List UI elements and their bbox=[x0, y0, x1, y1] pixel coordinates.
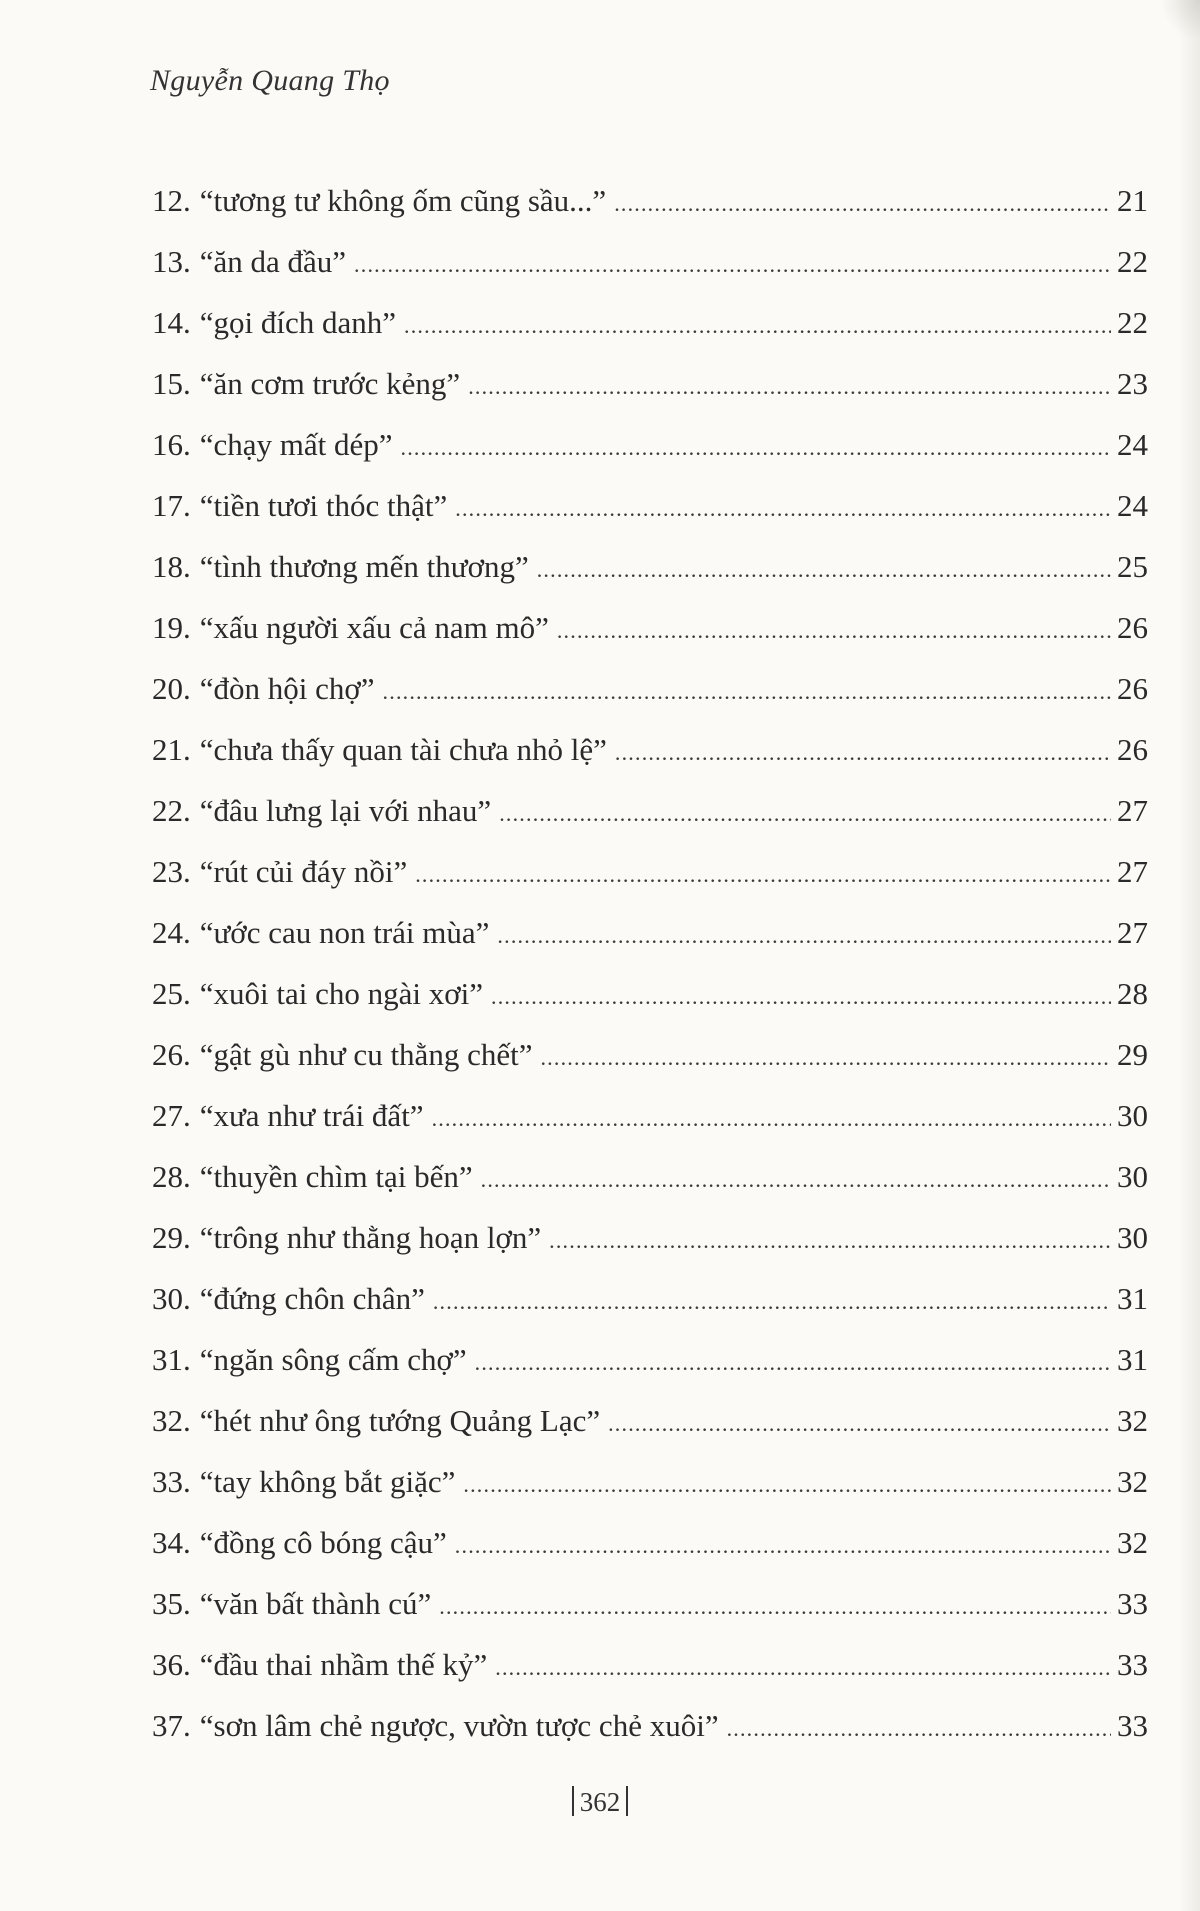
toc-entry bbox=[152, 1634, 1148, 1695]
toc-entry-number: 20. bbox=[152, 671, 191, 706]
toc-entry-title: “chưa thấy quan tài chưa nhỏ lệ” bbox=[199, 732, 607, 767]
toc-entry-number: 27. bbox=[152, 1098, 191, 1133]
toc-dot-leader bbox=[727, 1698, 1111, 1759]
toc-entry-number: 31. bbox=[152, 1342, 191, 1377]
toc-entry-number: 35. bbox=[152, 1586, 191, 1621]
toc-entry-page: 30 bbox=[1117, 1220, 1148, 1255]
toc-entry-title: “ước cau non trái mùa” bbox=[199, 915, 490, 950]
toc-entry-number: 12. bbox=[152, 183, 191, 218]
toc-entry-number: 16. bbox=[152, 427, 191, 462]
toc-dot-leader bbox=[495, 1637, 1111, 1698]
toc-entry bbox=[152, 1390, 1148, 1451]
toc-entry-page: 27 bbox=[1117, 854, 1148, 889]
toc-entry-page: 32 bbox=[1117, 1403, 1148, 1438]
toc-entry-page: 24 bbox=[1117, 427, 1148, 462]
toc-dot-leader bbox=[383, 661, 1111, 722]
toc-entry-number: 24. bbox=[152, 915, 191, 950]
toc-entry bbox=[152, 353, 1148, 414]
toc-entry-number: 28. bbox=[152, 1159, 191, 1194]
toc-entry-title: “đứng chôn chân” bbox=[199, 1281, 425, 1316]
toc-entry-page: 26 bbox=[1117, 610, 1148, 645]
toc-dot-leader bbox=[455, 478, 1111, 539]
toc-entry-number: 18. bbox=[152, 549, 191, 584]
toc-dot-leader bbox=[463, 1454, 1111, 1515]
toc-entry-title: “xưa như trái đất” bbox=[199, 1098, 424, 1133]
toc-entry-page: 33 bbox=[1117, 1708, 1148, 1743]
toc-entry bbox=[152, 1024, 1148, 1085]
toc-entry-number: 14. bbox=[152, 305, 191, 340]
toc-entry-title: “gật gù như cu thằng chết” bbox=[199, 1037, 533, 1072]
toc-entry bbox=[152, 292, 1148, 353]
toc-entry-number: 26. bbox=[152, 1037, 191, 1072]
toc-entry bbox=[152, 414, 1148, 475]
toc-entry-page: 26 bbox=[1117, 732, 1148, 767]
toc-entry-number: 23. bbox=[152, 854, 191, 889]
toc-entry bbox=[152, 597, 1148, 658]
toc-entry bbox=[152, 1207, 1148, 1268]
corner-shadow bbox=[1160, 0, 1200, 40]
toc-dot-leader bbox=[475, 1332, 1111, 1393]
toc-dot-leader bbox=[615, 722, 1111, 783]
toc-entry-title: “ngăn sông cấm chợ” bbox=[199, 1342, 467, 1377]
toc-dot-leader bbox=[540, 1027, 1111, 1088]
toc-dot-leader bbox=[439, 1576, 1111, 1637]
toc-entry bbox=[152, 1451, 1148, 1512]
toc-entry-title: “trông như thằng hoạn lợn” bbox=[199, 1220, 542, 1255]
toc-entry-number: 17. bbox=[152, 488, 191, 523]
toc-entry-page: 28 bbox=[1117, 976, 1148, 1011]
toc-entry-number: 30. bbox=[152, 1281, 191, 1316]
toc-entry bbox=[152, 1085, 1148, 1146]
toc-entry bbox=[152, 1268, 1148, 1329]
toc-entry-page: 23 bbox=[1117, 366, 1148, 401]
toc-dot-leader bbox=[537, 539, 1111, 600]
toc-entry-title: “hét như ông tướng Quảng Lạc” bbox=[199, 1403, 601, 1438]
toc-entry bbox=[152, 841, 1148, 902]
toc-entry-number: 21. bbox=[152, 732, 191, 767]
toc-entry-page: 21 bbox=[1117, 183, 1148, 218]
toc-entry-page: 31 bbox=[1117, 1342, 1148, 1377]
toc-entry-page: 30 bbox=[1117, 1098, 1148, 1133]
toc-dot-leader bbox=[497, 905, 1111, 966]
running-header-author: Nguyễn Quang Thọ bbox=[150, 64, 390, 97]
toc-dot-leader bbox=[499, 783, 1111, 844]
toc-entry-title: “chạy mất dép” bbox=[199, 427, 393, 462]
toc-entry bbox=[152, 1512, 1148, 1573]
toc-entry-page: 27 bbox=[1117, 915, 1148, 950]
toc-entry bbox=[152, 902, 1148, 963]
toc-entry-page: 22 bbox=[1117, 244, 1148, 279]
toc-entry bbox=[152, 1146, 1148, 1207]
toc-entry-number: 15. bbox=[152, 366, 191, 401]
toc-entry bbox=[152, 780, 1148, 841]
toc-dot-leader bbox=[614, 173, 1111, 234]
toc-entry-title: “đầu thai nhầm thế kỷ” bbox=[199, 1647, 488, 1682]
toc-entry-title: “tương tư không ốm cũng sầu...” bbox=[199, 183, 607, 218]
toc-entry bbox=[152, 1573, 1148, 1634]
toc-dot-leader bbox=[468, 356, 1111, 417]
toc-entry bbox=[152, 170, 1148, 231]
toc-entry bbox=[152, 658, 1148, 719]
toc-entry-page: 31 bbox=[1117, 1281, 1148, 1316]
toc-entry-number: 29. bbox=[152, 1220, 191, 1255]
toc-entry bbox=[152, 719, 1148, 780]
toc-entry-number: 34. bbox=[152, 1525, 191, 1560]
toc-entry-number: 33. bbox=[152, 1464, 191, 1499]
table-of-contents bbox=[152, 170, 1148, 1756]
toc-entry-title: “thuyền chìm tại bến” bbox=[199, 1159, 473, 1194]
toc-entry bbox=[152, 1695, 1148, 1756]
toc-dot-leader bbox=[432, 1088, 1111, 1149]
toc-entry-title: “đâu lưng lại với nhau” bbox=[199, 793, 492, 828]
toc-dot-leader bbox=[401, 417, 1111, 478]
toc-dot-leader bbox=[433, 1271, 1111, 1332]
toc-entry-title: “tay không bắt giặc” bbox=[199, 1464, 456, 1499]
toc-entry-title: “đồng cô bóng cậu” bbox=[199, 1525, 447, 1560]
toc-entry-title: “đòn hội chợ” bbox=[199, 671, 375, 706]
page-number: 362 bbox=[579, 1787, 621, 1817]
page-edge-shadow bbox=[1178, 0, 1200, 1911]
toc-entry-page: 26 bbox=[1117, 671, 1148, 706]
toc-dot-leader bbox=[481, 1149, 1111, 1210]
toc-entry-number: 25. bbox=[152, 976, 191, 1011]
toc-entry-page: 33 bbox=[1117, 1647, 1148, 1682]
toc-entry-title: “ăn da đầu” bbox=[199, 244, 347, 279]
toc-entry bbox=[152, 1329, 1148, 1390]
toc-entry bbox=[152, 536, 1148, 597]
toc-entry-page: 25 bbox=[1117, 549, 1148, 584]
toc-entry-title: “văn bất thành cú” bbox=[199, 1586, 432, 1621]
toc-entry-title: “tình thương mến thương” bbox=[199, 549, 529, 584]
toc-entry-page: 27 bbox=[1117, 793, 1148, 828]
toc-entry-page: 30 bbox=[1117, 1159, 1148, 1194]
toc-dot-leader bbox=[608, 1393, 1111, 1454]
toc-dot-leader bbox=[354, 234, 1111, 295]
page-number-footer bbox=[0, 1786, 1200, 1818]
toc-dot-leader bbox=[415, 844, 1111, 905]
toc-entry-number: 13. bbox=[152, 244, 191, 279]
toc-entry-title: “tiền tươi thóc thật” bbox=[199, 488, 448, 523]
folio-bar-right bbox=[626, 1786, 628, 1816]
toc-entry-page: 24 bbox=[1117, 488, 1148, 523]
toc-entry-page: 22 bbox=[1117, 305, 1148, 340]
toc-entry-page: 32 bbox=[1117, 1525, 1148, 1560]
toc-entry-page: 33 bbox=[1117, 1586, 1148, 1621]
toc-entry-title: “ăn cơm trước kẻng” bbox=[199, 366, 461, 401]
toc-entry bbox=[152, 963, 1148, 1024]
toc-entry-page: 32 bbox=[1117, 1464, 1148, 1499]
toc-entry-title: “xấu người xấu cả nam mô” bbox=[199, 610, 549, 645]
toc-entry-title: “xuôi tai cho ngài xơi” bbox=[199, 976, 484, 1011]
toc-entry bbox=[152, 231, 1148, 292]
toc-entry-number: 32. bbox=[152, 1403, 191, 1438]
toc-entry-title: “gọi đích danh” bbox=[199, 305, 397, 340]
toc-entry bbox=[152, 475, 1148, 536]
toc-dot-leader bbox=[549, 1210, 1111, 1271]
toc-dot-leader bbox=[491, 966, 1111, 1027]
toc-entry-number: 19. bbox=[152, 610, 191, 645]
folio-bar-left bbox=[572, 1786, 574, 1816]
toc-entry-number: 37. bbox=[152, 1708, 191, 1743]
toc-entry-page: 29 bbox=[1117, 1037, 1148, 1072]
toc-entry-title: “rút củi đáy nồi” bbox=[199, 854, 408, 889]
toc-dot-leader bbox=[455, 1515, 1111, 1576]
toc-entry-number: 36. bbox=[152, 1647, 191, 1682]
toc-dot-leader bbox=[557, 600, 1111, 661]
toc-dot-leader bbox=[404, 295, 1111, 356]
toc-entry-title: “sơn lâm chẻ ngược, vườn tược chẻ xuôi” bbox=[199, 1708, 719, 1743]
toc-entry-number: 22. bbox=[152, 793, 191, 828]
